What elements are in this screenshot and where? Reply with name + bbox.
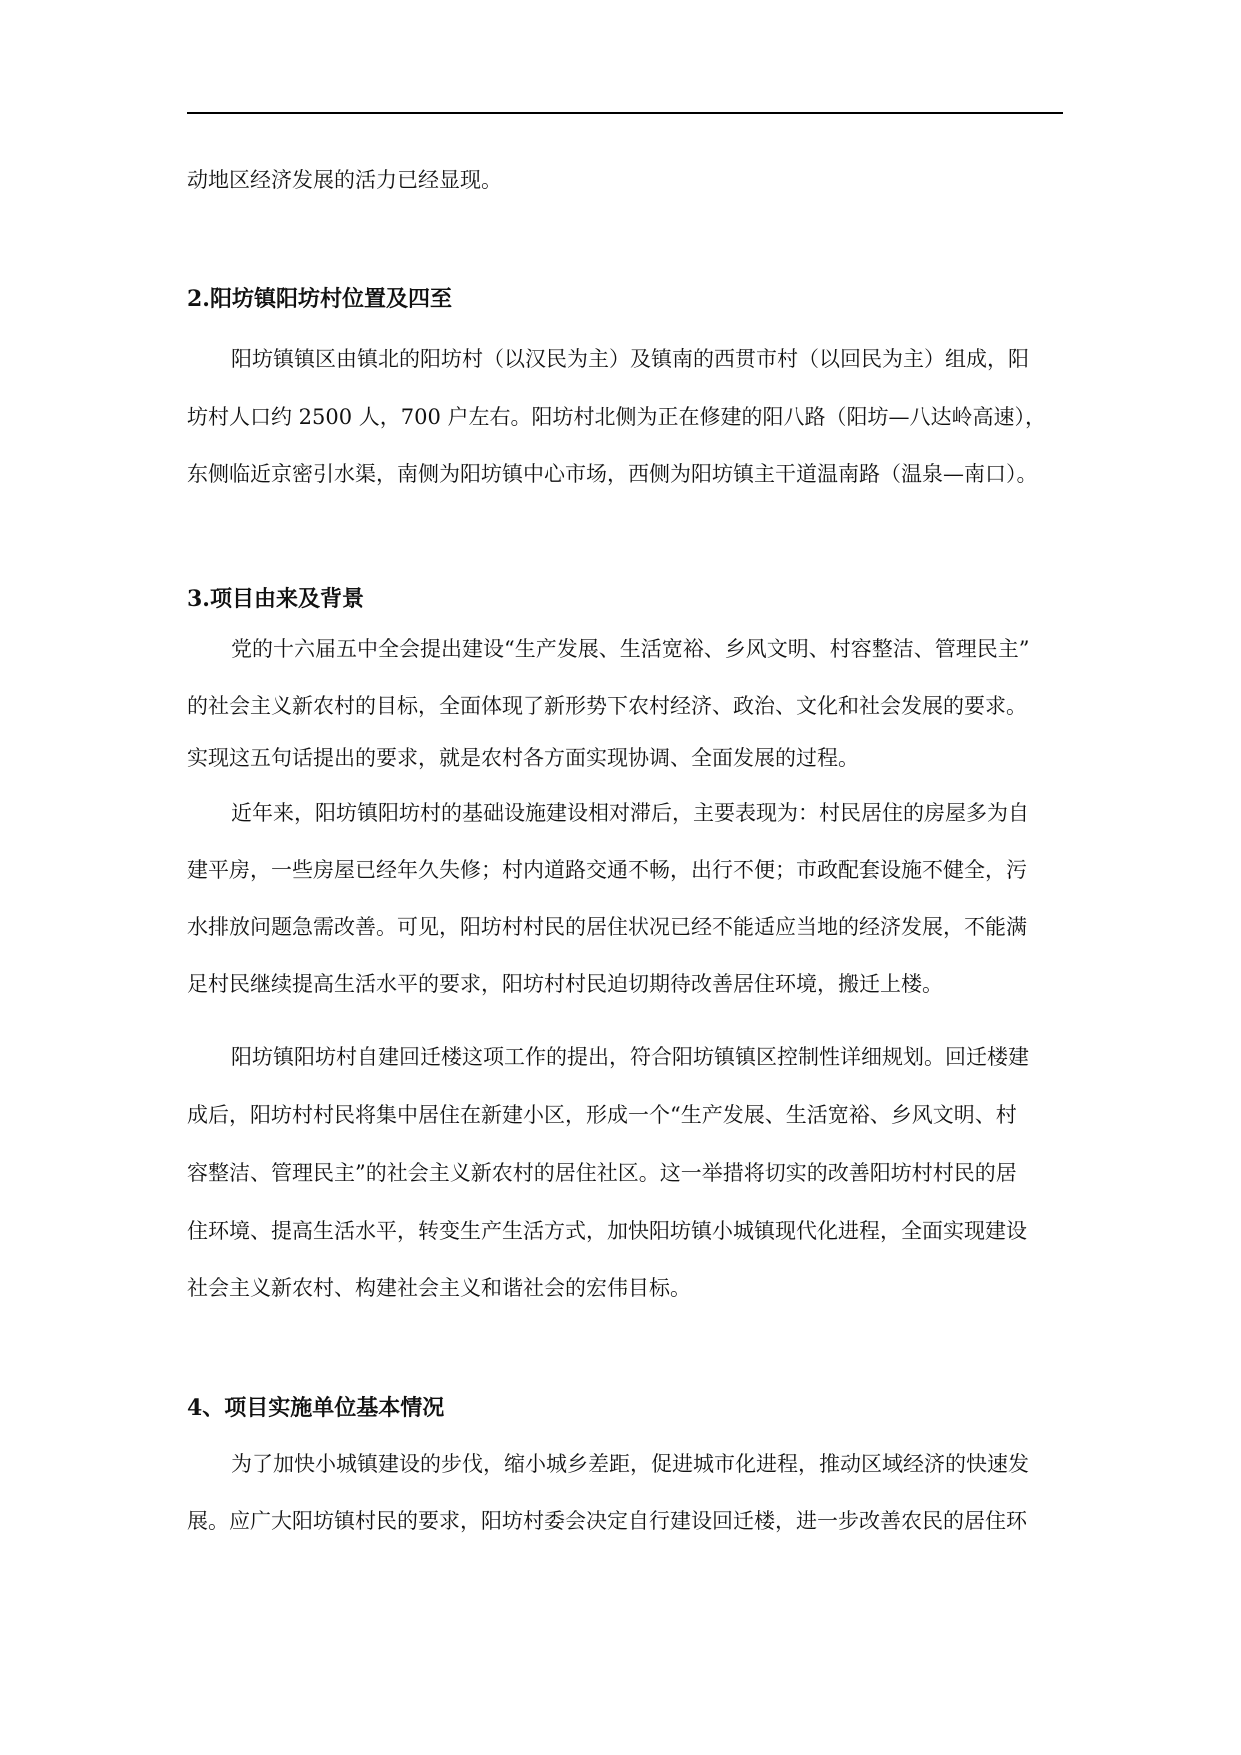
paragraph-line: 成后，阳坊村村民将集中居住在新建小区，形成一个“生产发展、生活宽裕、乡风文明、村 [187,1103,1017,1127]
paragraph-line: 展。应广大阳坊镇村民的要求，阳坊村委会决定自行建设回迁楼，进一步改善农民的居住环 [187,1509,1027,1533]
section-heading-location: 2.阳坊镇阳坊村位置及四至 [187,286,452,312]
paragraph-line: 的社会主义新农村的目标，全面体现了新形势下农村经济、政治、文化和社会发展的要求。 [187,694,1027,718]
paragraph-line: 实现这五句话提出的要求，就是农村各方面实现协调、全面发展的过程。 [187,746,859,770]
paragraph-line: 社会主义新农村、构建社会主义和谐社会的宏伟目标。 [187,1276,691,1300]
paragraph-line: 住环境、提高生活水平，转变生产生活方式，加快阳坊镇小城镇现代化进程，全面实现建设 [187,1219,1027,1243]
header-rule [187,112,1063,114]
paragraph-line: 容整洁、管理民主”的社会主义新农村的居住社区。这一举措将切实的改善阳坊村村民的居 [187,1161,1017,1185]
paragraph-line: 水排放问题急需改善。可见，阳坊村村民的居住状况已经不能适应当地的经济发展，不能满 [187,915,1027,939]
paragraph-line: 党的十六届五中全会提出建设“生产发展、生活宽裕、乡风文明、村容整洁、管理民主” [231,637,1030,661]
paragraph-line: 阳坊镇镇区由镇北的阳坊村（以汉民为主）及镇南的西贯市村（以回民为主）组成，阳 [231,347,1029,371]
paragraph-line: 动地区经济发展的活力已经显现。 [187,168,502,192]
section-heading-implementer: 4、项目实施单位基本情况 [187,1395,445,1421]
paragraph-line: 为了加快小城镇建设的步伐，缩小城乡差距，促进城市化进程，推动区域经济的快速发 [231,1452,1029,1476]
paragraph-line: 足村民继续提高生活水平的要求，阳坊村村民迫切期待改善居住环境，搬迁上楼。 [187,972,943,996]
paragraph-line: 近年来，阳坊镇阳坊村的基础设施建设相对滞后，主要表现为：村民居住的房屋多为自 [231,801,1029,825]
section-heading-background: 3.项目由来及背景 [187,586,364,612]
paragraph-line: 阳坊镇阳坊村自建回迁楼这项工作的提出，符合阳坊镇镇区控制性详细规划。回迁楼建 [231,1045,1029,1069]
paragraph-line: 坊村人口约 2500 人，700 户左右。阳坊村北侧为正在修建的阳八路（阳坊—八达岭高速）， [187,405,1047,429]
paragraph-line: 建平房，一些房屋已经年久失修；村内道路交通不畅，出行不便；市政配套设施不健全，污 [187,858,1027,882]
paragraph-line: 东侧临近京密引水渠，南侧为阳坊镇中心市场，西侧为阳坊镇主干道温南路（温泉—南口）。 [187,462,1038,486]
